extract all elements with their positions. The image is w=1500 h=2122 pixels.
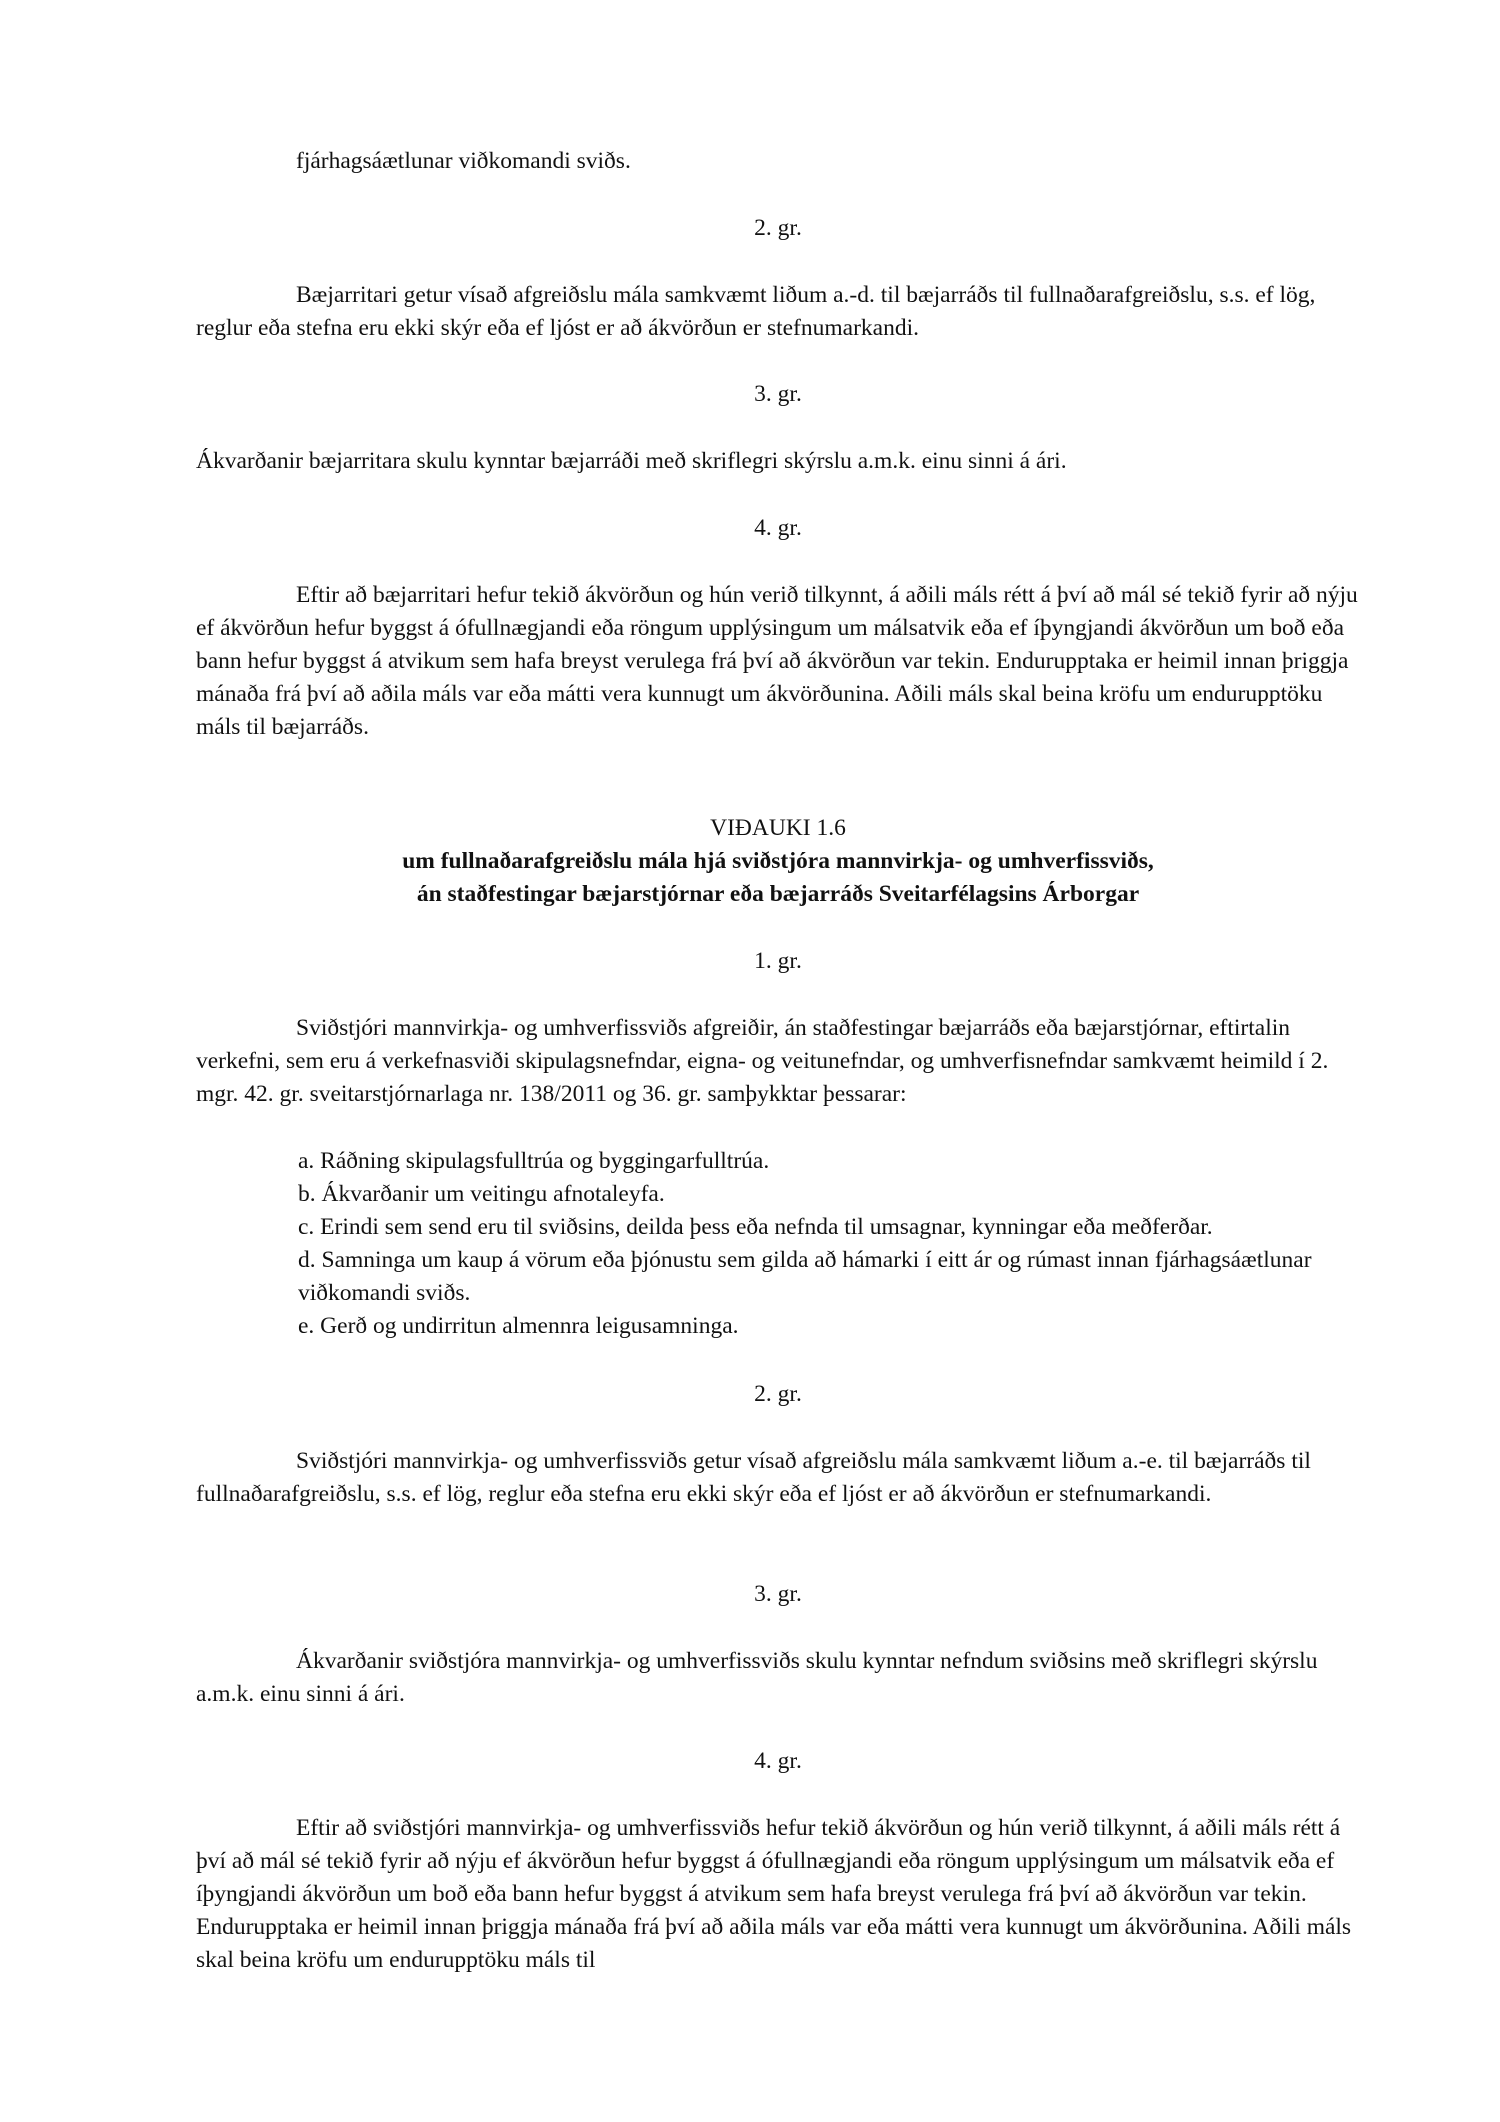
section-a-gr4-text: Eftir að bæjarritari hefur tekið ákvörðun og hún verið tilkynnt, á aðili máls rétt á því að mál sé tekið fyrir að nýju ef ákvörðun hefur byggst á ófullnægjandi eða röngum upplýsingum um málsatvik eða ef íþyngjandi ákvörðun um boð eða bann hefur byggst á atvikum sem hafa breyst verulega frá því að ákvörðun var tekin. Endurupptaka er heimil innan þriggja mánaða frá því að aðila máls var eða mátti vera kunnugt um ákvörðunina. Aðili máls skal beina kröfu um endurupptöku máls til bæjarráðs. — [196, 582, 1358, 740]
appendix-gr1-text: Sviðstjóri mannvirkja- og umhverfissviðs afgreiðir, án staðfestingar bæjarráðs eða bæjarstjórnar, eftirtalin verkefni, sem eru á verkefnasviði skipulagsnefndar, eigna- og veitunefndar, og umhverfisnefndar samkvæmt heimild í 2. mgr. 42. gr. sveitarstjórnarlaga nr. 138/2011 og 36. gr. samþykktar þessarar: — [196, 1015, 1329, 1107]
appendix-title: VIÐAUKI 1.6 — [710, 815, 846, 841]
appendix-subtitle-line1: um fullnaðarafgreiðslu mála hjá sviðstjóra mannvirkja- og umhverfissviðs, — [402, 848, 1154, 874]
appendix-gr1-task-list — [196, 1145, 1462, 1343]
list-item: a. Ráðning skipulagsfulltrúa og byggingarfulltrúa. — [298, 1148, 770, 1174]
list-item: e. Gerð og undirritun almennra leigusamninga. — [298, 1313, 739, 1339]
appendix-gr2-text: Sviðstjóri mannvirkja- og umhverfissviðs getur vísað afgreiðslu mála samkvæmt liðum a.-e. til bæjarráðs til fullnaðarafgreiðslu, s.s. ef lög, reglur eða stefna eru ekki skýr eða ef ljóst er að ákvörðun er stefnumarkandi. — [196, 1448, 1311, 1507]
section-a-gr3-text: Ákvarðanir bæjarritara skulu kynntar bæjarráði með skriflegri skýrslu a.m.k. einu sinni á ári. — [196, 448, 1067, 474]
top-fragment: fjárhagsáætlunar viðkomandi sviðs. — [296, 148, 631, 174]
appendix-gr4-heading: 4. gr. — [754, 1748, 802, 1774]
appendix-gr3-heading: 3. gr. — [754, 1581, 802, 1607]
section-a-gr3-heading: 3. gr. — [754, 381, 802, 407]
list-item: d. Samninga um kaup á vörum eða þjónustu sem gilda að hámarki í eitt ár og rúmast innan fjárhagsáætlunar viðkomandi sviðs. — [298, 1247, 1312, 1306]
appendix-gr1-heading: 1. gr. — [754, 948, 802, 974]
appendix-gr2-heading: 2. gr. — [754, 1381, 802, 1407]
appendix-gr3-text: Ákvarðanir sviðstjóra mannvirkja- og umhverfissviðs skulu kynntar nefndum sviðsins með skriflegri skýrslu a.m.k. einu sinni á ári. — [196, 1648, 1318, 1707]
section-a-gr4-heading: 4. gr. — [754, 515, 802, 541]
section-a-gr2-heading: 2. gr. — [754, 215, 802, 241]
list-item: b. Ákvarðanir um veitingu afnotaleyfa. — [298, 1181, 665, 1207]
list-item: c. Erindi sem send eru til sviðsins, deilda þess eða nefnda til umsagnar, kynningar eða meðferðar. — [298, 1214, 1213, 1240]
section-a-gr2-text: Bæjarritari getur vísað afgreiðslu mála samkvæmt liðum a.-d. til bæjarráðs til fullnaðarafgreiðslu, s.s. ef lög, reglur eða stefna eru ekki skýr eða ef ljóst er að ákvörðun er stefnumarkandi. — [196, 282, 1316, 341]
appendix-gr4-text: Eftir að sviðstjóri mannvirkja- og umhverfissviðs hefur tekið ákvörðun og hún verið tilkynnt, á aðili máls rétt á því að mál sé tekið fyrir að nýju ef ákvörðun hefur byggst á ófullnægjandi eða röngum upplýsingum um málsatvik eða ef íþyngjandi ákvörðun um boð eða bann hefur byggst á atvikum sem hafa breyst verulega frá því að ákvörðun var tekin. Endurupptaka er heimil innan þriggja mánaða frá því að aðila máls var eða mátti vera kunnugt um ákvörðunina. Aðili máls skal beina kröfu um endurupptöku máls til — [196, 1815, 1352, 1973]
appendix-subtitle-line2: án staðfestingar bæjarstjórnar eða bæjarráðs Sveitarfélagsins Árborgar — [416, 881, 1140, 907]
